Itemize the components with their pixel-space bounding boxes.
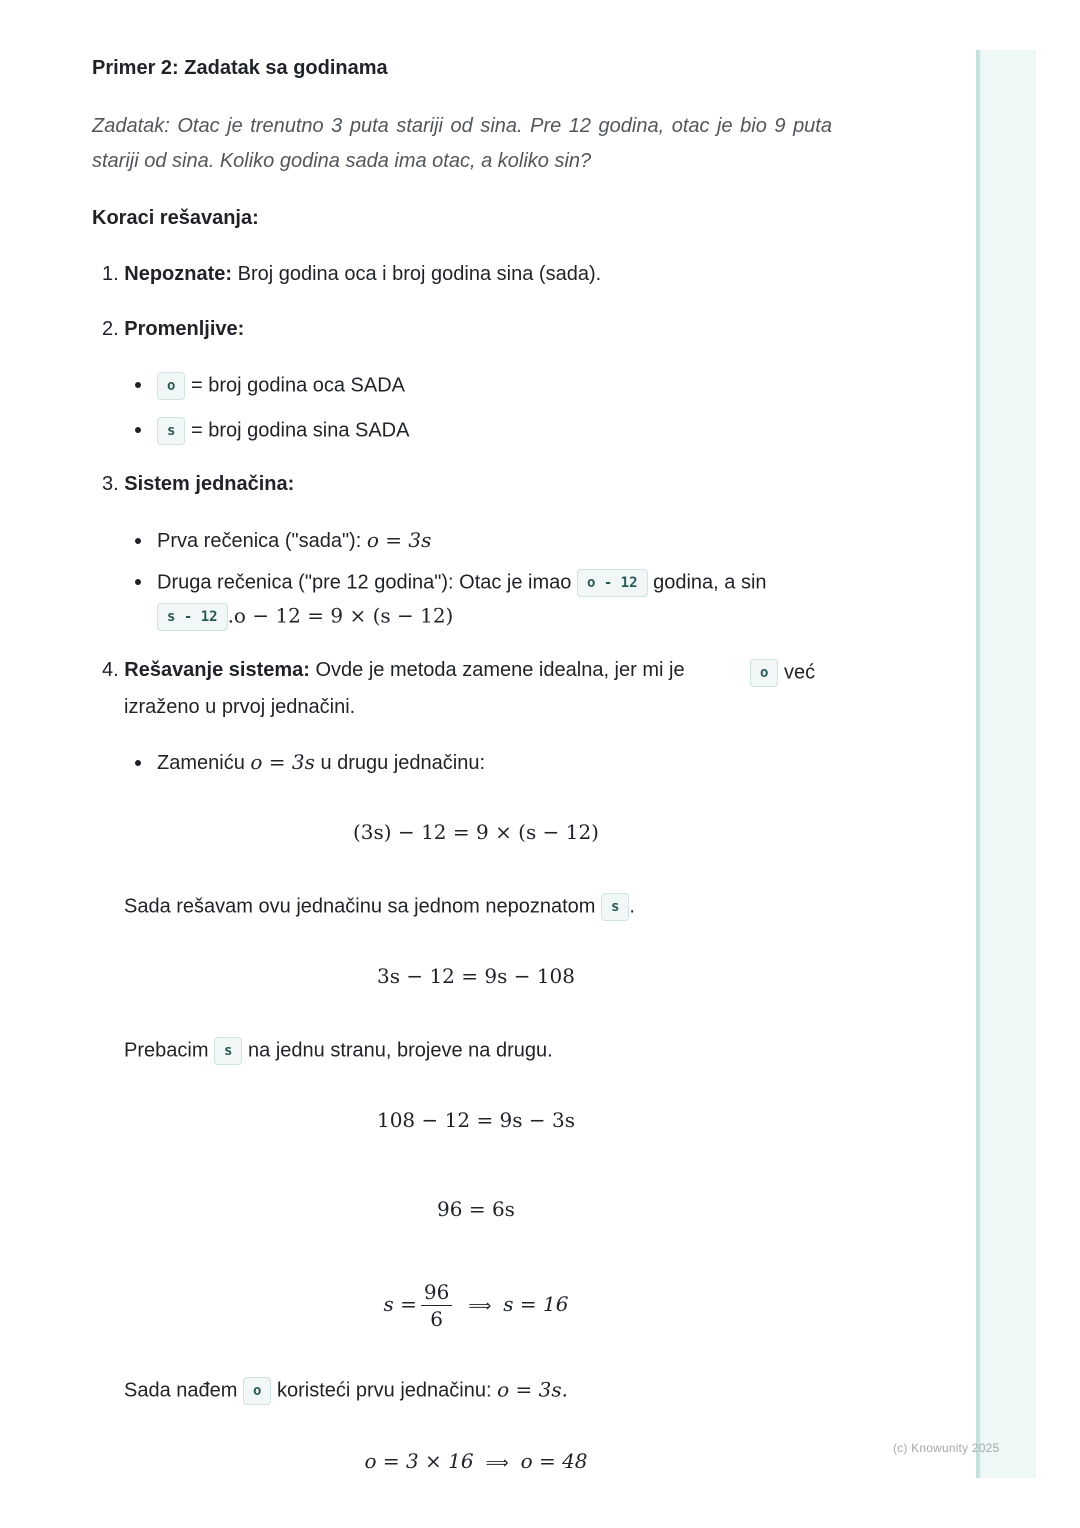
step-4-inline (750, 659, 815, 687)
list-item (157, 417, 409, 445)
inline-math: o = 3s (250, 750, 315, 774)
step-label: Nepoznate: (124, 263, 233, 285)
inline-code: o (157, 372, 185, 400)
step-4-line2: izraženo u prvoj jednačini. (124, 696, 356, 718)
equation-rhs: s = 16 (503, 1292, 569, 1316)
inline-code: s (601, 893, 629, 921)
list-item-text: Zameniću (157, 752, 251, 774)
list-item (157, 569, 767, 597)
implies-arrow: ⟹ (468, 1296, 492, 1315)
list-item-text: Druga rečenica ("pre 12 godina"): Otac je imao (157, 571, 577, 594)
list-item (157, 372, 405, 400)
paragraph-text: Sada nađem (124, 1379, 243, 1402)
step-text: Ovde je metoda zamene idealna, jer mi je (309, 659, 685, 681)
inline-code: s (214, 1037, 242, 1065)
equation-result (92, 1449, 860, 1473)
task-statement: Zadatak: Otac je trenutno 3 puta stariji od sina. Pre 12 godina, otac je bio 9 puta stariji od sina. Koliko godina sada ima otac, a koliko sin? (92, 115, 832, 172)
paragraph (124, 1037, 553, 1065)
step-2 (102, 318, 244, 341)
step-4 (102, 659, 685, 682)
step-text: već (778, 661, 816, 684)
side-panel (976, 50, 1036, 1478)
step-1 (102, 263, 601, 286)
inline-math: .o − 12 = 9 × (s − 12) (227, 603, 454, 628)
inline-code: o - 12 (577, 569, 648, 597)
list-item-text: godina, a sin (647, 571, 767, 594)
equation: 3s − 12 = 9s − 108 (376, 964, 576, 988)
paragraph (124, 1377, 568, 1405)
inline-code: s - 12 (157, 603, 228, 631)
fraction-denominator: 6 (430, 1307, 443, 1331)
equation-rhs: o = 48 (520, 1449, 588, 1473)
fraction (421, 1279, 452, 1332)
step-number: 1. (102, 263, 119, 285)
step-label: Rešavanje sistema: (124, 659, 310, 681)
fraction-numerator: 96 (421, 1279, 452, 1306)
equation-fraction (92, 1279, 860, 1332)
paragraph-text: . (629, 895, 635, 918)
equation: 96 = 6s (437, 1197, 515, 1221)
paragraph (124, 893, 635, 921)
list-item (157, 528, 431, 553)
list-item-text: = broj godina sina SADA (191, 419, 410, 442)
step-number: 4. (102, 659, 119, 681)
list-item-continuation (157, 603, 453, 631)
equation-lhs: s = (383, 1292, 417, 1316)
step-number: 2. (102, 318, 119, 340)
equation-lhs: o = 3 × 16 (364, 1449, 474, 1473)
page-title: Primer 2: Zadatak sa godinama (92, 57, 388, 79)
paragraph-text: koristeći prvu jednačinu: (271, 1379, 498, 1402)
list-item-text: = broj godina oca SADA (191, 374, 406, 397)
paragraph-text: Sada rešavam ovu jednačinu sa jednom nepoznatom (124, 895, 601, 918)
step-text: Broj godina oca i broj godina sina (sada). (232, 263, 602, 285)
inline-code: s (157, 417, 185, 445)
implies-arrow: ⟹ (485, 1453, 509, 1472)
list-item-text: Prva rečenica ("sada"): (157, 530, 367, 552)
step-number: 3. (102, 473, 119, 495)
inline-code: o (243, 1377, 271, 1405)
step-3 (102, 473, 294, 496)
equation: 108 − 12 = 9s − 3s (376, 1108, 576, 1132)
steps-heading: Koraci rešavanja: (92, 207, 259, 229)
step-label: Sistem jednačina: (124, 473, 295, 495)
list-item-text: u drugu jednačinu: (314, 752, 486, 774)
copyright-footer: (c) Knowunity 2025 (893, 1441, 1000, 1455)
step-label: Promenljive: (124, 318, 245, 340)
inline-math: o = 3s (366, 528, 432, 552)
paragraph-text: na jednu stranu, brojeve na drugu. (242, 1039, 553, 1062)
paragraph-text: Prebacim (124, 1039, 215, 1062)
list-item (157, 750, 485, 775)
inline-code: o (750, 659, 778, 687)
equation: (3s) − 12 = 9 × (s − 12) (353, 820, 599, 844)
inline-math: o = 3s. (497, 1377, 568, 1402)
